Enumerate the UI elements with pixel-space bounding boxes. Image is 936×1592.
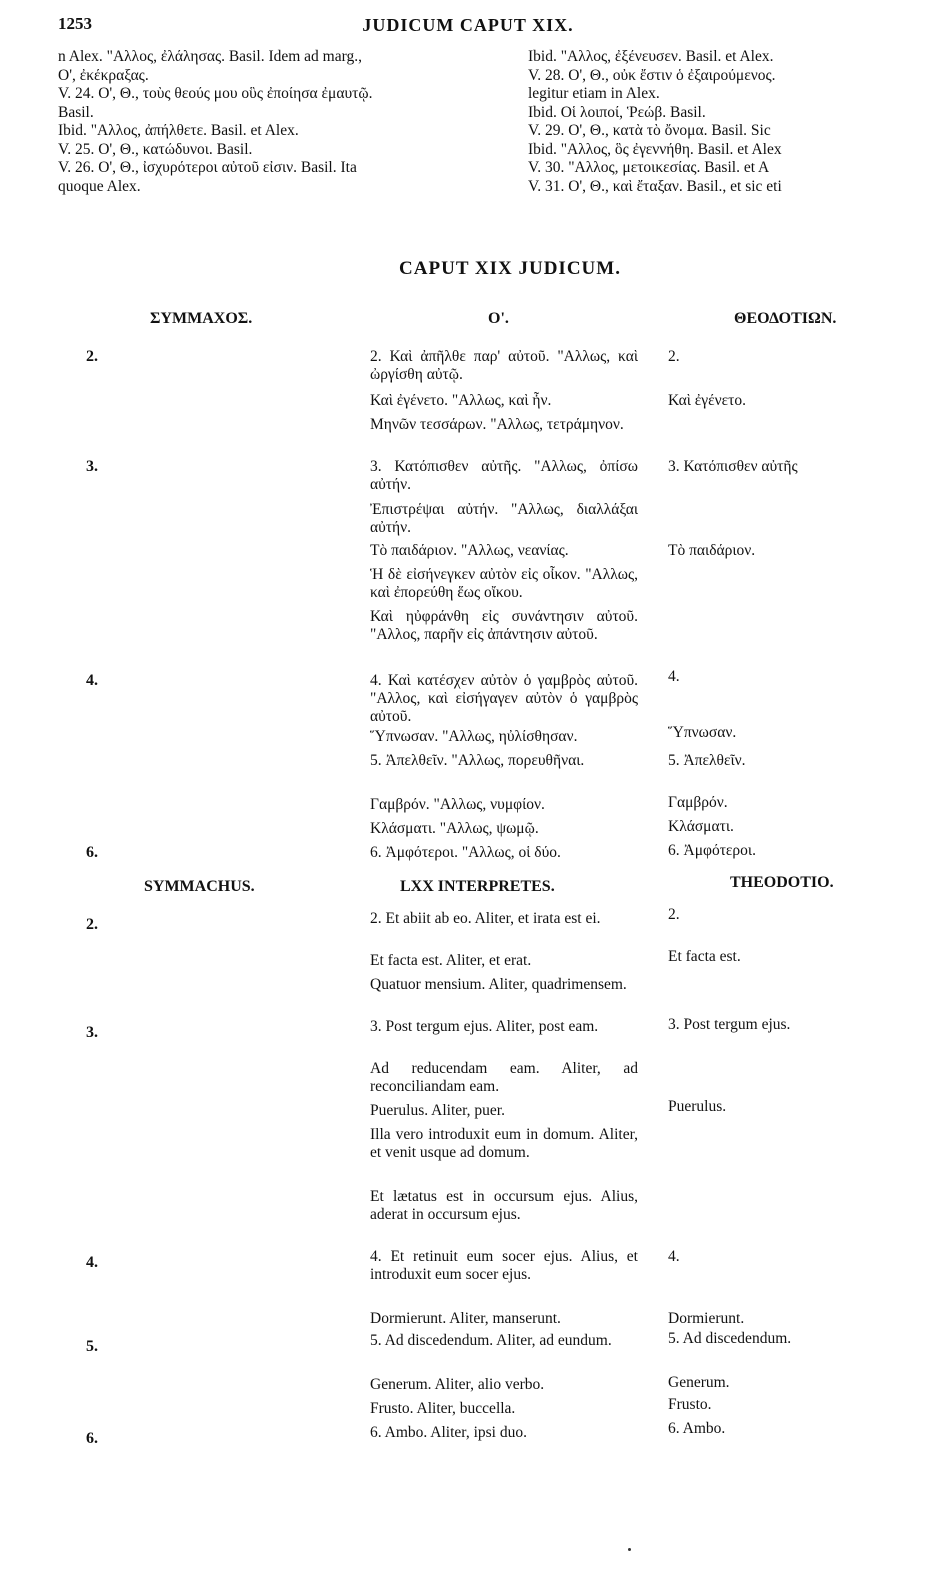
col-header-symmachus-latin: SYMMACHUS. bbox=[144, 878, 255, 895]
lxx-line: 4. Καὶ κατέσχεν αὐτὸν ὁ γαμβρὸς αὐτοῦ. "Αλλος, καὶ εἰσήγαγεν αὐτὸν ὁ γαμβρὸς αὐτοῦ. bbox=[370, 672, 638, 725]
lxx-line: 6. Ambo. Aliter, ipsi duo. bbox=[370, 1424, 527, 1441]
theodotion-line: 3. Κατόπισθεν αὐτῆς bbox=[668, 458, 798, 475]
note-line: V. 30. "Αλλος, μετοικεσίας. Basil. et A bbox=[528, 159, 770, 176]
lxx-line: Μηνῶν τεσσάρων. "Αλλως, τετράμηνον. bbox=[370, 416, 624, 433]
theodotio-line: Puerulus. bbox=[668, 1098, 727, 1115]
lxx-line: Ἐπιστρέψαι αὐτήν. "Αλλως, διαλλάξαι αὐτήν. bbox=[370, 501, 638, 536]
theodotio-line: Generum. bbox=[668, 1374, 730, 1391]
theodotion-line: 6. Ἀμφότεροι. bbox=[668, 842, 756, 859]
verse-number: 6. bbox=[86, 1430, 98, 1447]
note-line: Basil. bbox=[58, 103, 94, 121]
note-line: Ibid. "Αλλος, ἐξένευσεν. Basil. et Alex. bbox=[528, 48, 774, 65]
theodotion-line: Ὕπνωσαν. bbox=[668, 724, 737, 741]
theodotio-line: 3. Post tergum ejus. bbox=[668, 1016, 791, 1033]
lxx-line: 4. Et retinuit eum socer ejus. Alius, et introduxit eum socer ejus. bbox=[370, 1248, 638, 1283]
lxx-line: Puerulus. Aliter, puer. bbox=[370, 1102, 505, 1119]
lxx-line: Et lætatus est in occursum ejus. Alius, aderat in occursum ejus. bbox=[370, 1188, 638, 1223]
lxx-line: Et facta est. Aliter, et erat. bbox=[370, 952, 532, 969]
lxx-line: 3. Post tergum ejus. Aliter, post eam. bbox=[370, 1018, 599, 1035]
lxx-line: Illa vero introduxit eum in domum. Aliter, et venit usque ad domum. bbox=[370, 1126, 638, 1161]
theodotion-line: Γαμβρόν. bbox=[668, 794, 728, 811]
theodotio-line: 4. bbox=[668, 1248, 680, 1265]
lxx-line: Κλάσματι. "Αλλως, ψωμῷ. bbox=[370, 820, 539, 837]
theodotio-line: 6. Ambo. bbox=[668, 1420, 726, 1437]
lxx-line: Generum. Aliter, alio verbo. bbox=[370, 1376, 545, 1393]
lxx-line: 6. Ἀμφότεροι. "Αλλως, οἱ δύο. bbox=[370, 844, 561, 861]
note-line: V. 28. Ο', Θ., οὐκ ἔστιν ὁ ἐξαιρούμενος. bbox=[528, 66, 776, 84]
lxx-line: Καὶ ἐγένετο. "Αλλως, καὶ ἦν. bbox=[370, 392, 552, 409]
lxx-line: Quatuor mensium. Aliter, quadrimensem. bbox=[370, 976, 627, 993]
note-line: Ο', ἐκέκραξας. bbox=[58, 66, 149, 84]
note-line: V. 31. Ο', Θ., καὶ ἔταξαν. Basil., et sic eti bbox=[528, 177, 782, 195]
theodotio-line: Frusto. bbox=[668, 1396, 712, 1413]
theodotion-line: Κλάσματι. bbox=[668, 818, 734, 835]
verse-number: 6. bbox=[86, 844, 98, 861]
notes-right bbox=[528, 48, 864, 196]
note-line: V. 24. Ο', Θ., τοὺς θεούς μου οὓς ἐποίησα ἐμαυτῷ. bbox=[58, 85, 373, 102]
running-head: JUDICUM CAPUT XIX. bbox=[362, 15, 574, 35]
note-line: Ibid. "Αλλος, ὃς ἐγεννήθη. Basil. et Alex bbox=[528, 140, 782, 158]
theodotio-line: Dormierunt. bbox=[668, 1310, 745, 1327]
lxx-line: Ὕπνωσαν. "Αλλως, ηὐλίσθησαν. bbox=[370, 728, 578, 745]
theodotion-line: 2. bbox=[668, 348, 680, 365]
verse-number: 5. bbox=[86, 1338, 98, 1355]
theodotion-line: Τὸ παιδάριον. bbox=[668, 542, 756, 559]
lxx-line: Frusto. Aliter, buccella. bbox=[370, 1400, 516, 1417]
col-header-symmachus-greek: ΣΥΜΜΑΧΟΣ. bbox=[150, 310, 253, 327]
note-line: Ibid. Οἱ λοιποί, Ῥεώβ. Basil. bbox=[528, 103, 706, 121]
note-line: quoque Alex. bbox=[58, 177, 141, 195]
lxx-line: Καὶ ηὐφράνθη εἰς συνάντησιν αὐτοῦ. "Αλλος, παρῆν εἰς ἀπάντησιν αὐτοῦ. bbox=[370, 608, 638, 643]
col-header-theodotion-greek: ΘΕΟΔΟΤΙΩΝ. bbox=[734, 310, 837, 327]
col-header-theodotio-latin: THEODOTIO. bbox=[730, 874, 834, 891]
lxx-line: Ad reducendam eam. Aliter, ad reconciliandam eam. bbox=[370, 1060, 638, 1095]
notes-left bbox=[58, 48, 498, 196]
lxx-line: 3. Κατόπισθεν αὐτῆς. "Αλλως, ὀπίσω αὐτήν. bbox=[370, 458, 638, 493]
verse-number: 4. bbox=[86, 672, 98, 689]
verse-number: 3. bbox=[86, 458, 98, 475]
lxx-line: 2. Et abiit ab eo. Aliter, et irata est ei. bbox=[370, 910, 601, 927]
col-header-lxx-latin: LXX INTERPRETES. bbox=[400, 878, 555, 895]
theodotion-line: 4. bbox=[668, 668, 680, 685]
col-header-lxx-greek: Ο'. bbox=[488, 310, 509, 327]
verse-number: 3. bbox=[86, 1024, 98, 1041]
note-line: V. 25. Ο', Θ., κατώδυνοι. Basil. bbox=[58, 140, 253, 158]
lxx-line: Ἡ δὲ εἰσήνεγκεν αὐτὸν εἰς οἶκον. "Αλλως, καὶ ἐπορεύθη ἕως οἴκου. bbox=[370, 566, 638, 601]
lxx-line: Γαμβρόν. "Αλλως, νυμφίον. bbox=[370, 796, 545, 813]
theodotio-line: 5. Ad discedendum. bbox=[668, 1330, 792, 1347]
note-line: V. 26. Ο', Θ., ἰσχυρότεροι αὐτοῦ εἰσιν. Basil. Ita bbox=[58, 159, 357, 176]
note-line: n Alex. "Αλλος, ἐλάλησας. Basil. Idem ad marg., bbox=[58, 48, 362, 65]
theodotio-line: Et facta est. bbox=[668, 948, 741, 965]
caput-title: CAPUT XIX JUDICUM. bbox=[399, 258, 621, 279]
verse-number: 2. bbox=[86, 916, 98, 933]
verse-number: 4. bbox=[86, 1254, 98, 1271]
lxx-line: 5. Ἀπελθεῖν. "Αλλως, πορευθῆναι. bbox=[370, 752, 585, 769]
theodotio-line: 2. bbox=[668, 906, 680, 923]
note-line: legitur etiam in Alex. bbox=[528, 85, 660, 102]
ink-speck bbox=[628, 1548, 631, 1551]
lxx-line: 2. Καὶ ἀπῆλθε παρ' αὐτοῦ. "Αλλως, καὶ ὠργίσθη αὐτῷ. bbox=[370, 348, 638, 383]
verse-number: 2. bbox=[86, 348, 98, 365]
lxx-line: Dormierunt. Aliter, manserunt. bbox=[370, 1310, 561, 1327]
note-line: V. 29. Ο', Θ., κατὰ τὸ ὄνομα. Basil. Sic bbox=[528, 122, 771, 139]
note-line: Ibid. "Αλλος, ἀπήλθετε. Basil. et Alex. bbox=[58, 122, 299, 139]
lxx-line: Τὸ παιδάριον. "Αλλως, νεανίας. bbox=[370, 542, 569, 559]
theodotion-line: 5. Ἀπελθεῖν. bbox=[668, 752, 746, 769]
lxx-line: 5. Ad discedendum. Aliter, ad eundum. bbox=[370, 1332, 612, 1349]
page-number: 1253 bbox=[58, 14, 92, 33]
theodotion-line: Καὶ ἐγένετο. bbox=[668, 392, 747, 409]
